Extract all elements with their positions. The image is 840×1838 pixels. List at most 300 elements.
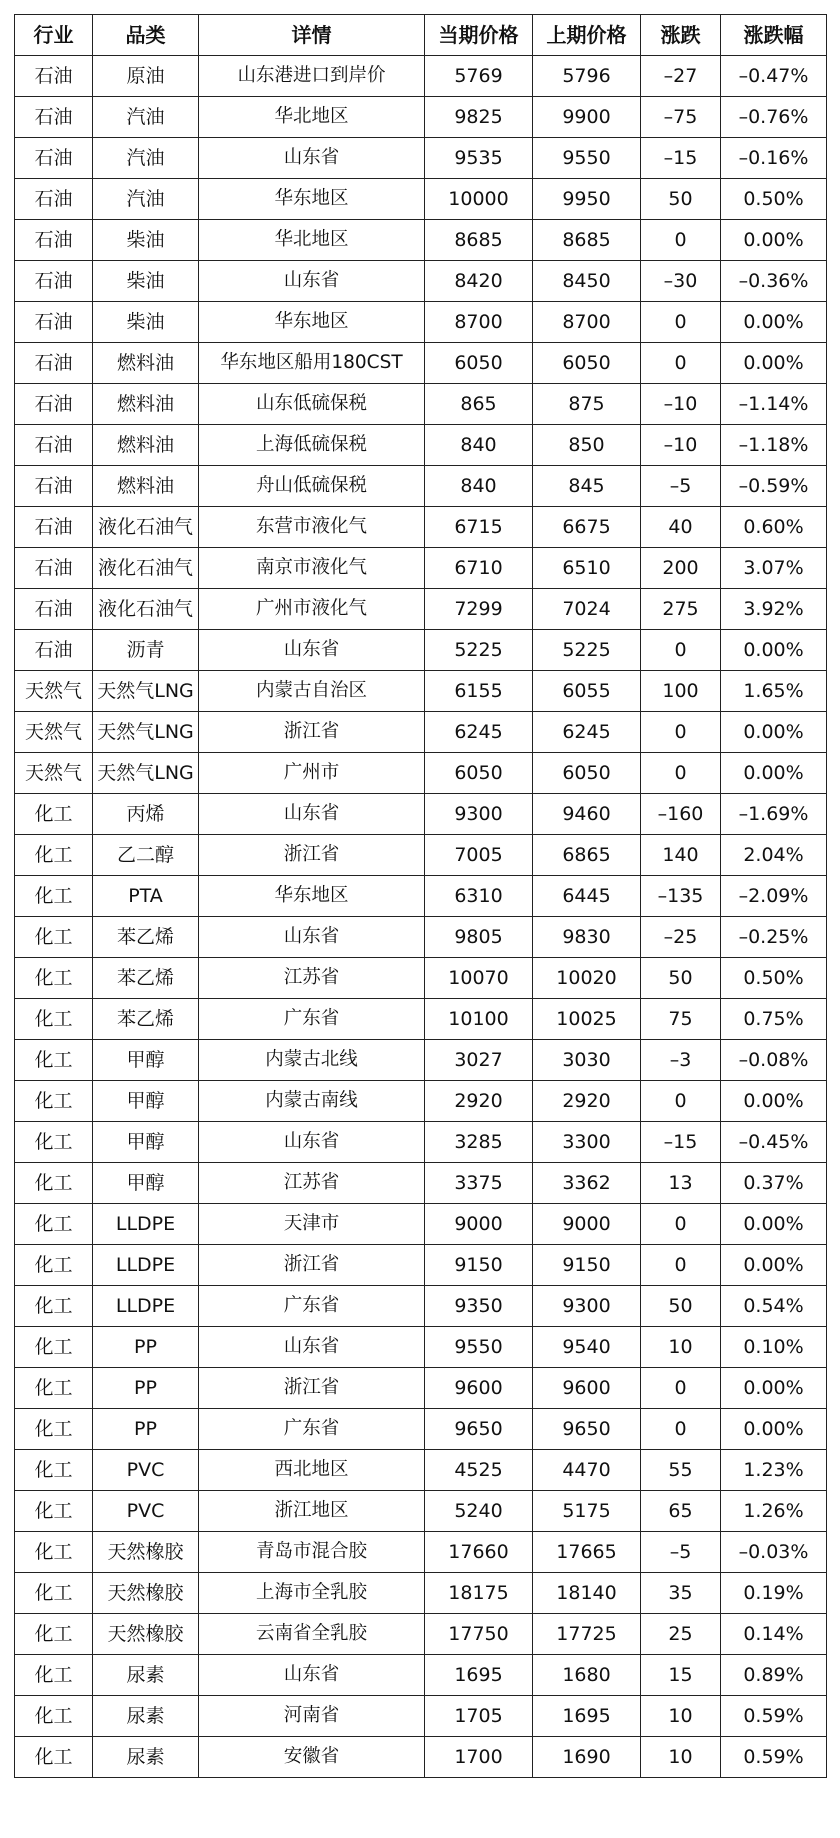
cell-change-percent: 0.59% [721,1696,827,1737]
cell-change-percent: –0.36% [721,261,827,302]
cell-previous-price: 18140 [533,1573,641,1614]
cell-category: 天然橡胶 [93,1614,199,1655]
cell-industry: 化工 [15,1737,93,1778]
cell-change: –135 [641,876,721,917]
cell-detail: 华东地区 [199,876,425,917]
cell-industry: 化工 [15,1204,93,1245]
table-row [15,97,827,138]
cell-detail: 西北地区 [199,1450,425,1491]
table-row [15,1122,827,1163]
cell-detail: 华东地区 [199,179,425,220]
cell-previous-price: 5175 [533,1491,641,1532]
cell-change: –10 [641,425,721,466]
cell-previous-price: 850 [533,425,641,466]
cell-industry: 石油 [15,56,93,97]
cell-industry: 化工 [15,1163,93,1204]
cell-category: 甲醇 [93,1163,199,1204]
cell-category: PP [93,1409,199,1450]
cell-detail: 广东省 [199,999,425,1040]
cell-previous-price: 5225 [533,630,641,671]
cell-industry: 化工 [15,1040,93,1081]
cell-detail: 广州市 [199,753,425,794]
cell-current-price: 17660 [425,1532,533,1573]
cell-detail: 东营市液化气 [199,507,425,548]
cell-industry: 化工 [15,1532,93,1573]
cell-category: 甲醇 [93,1040,199,1081]
cell-current-price: 9350 [425,1286,533,1327]
cell-change: –30 [641,261,721,302]
table-row [15,507,827,548]
cell-category: PP [93,1327,199,1368]
cell-change: –5 [641,466,721,507]
cell-change: 25 [641,1614,721,1655]
cell-industry: 石油 [15,343,93,384]
cell-detail: 山东省 [199,138,425,179]
table-row [15,958,827,999]
cell-current-price: 6710 [425,548,533,589]
cell-category: 原油 [93,56,199,97]
cell-detail: 上海低硫保税 [199,425,425,466]
header-change-percent: 涨跌幅 [721,15,827,56]
cell-current-price: 6245 [425,712,533,753]
cell-current-price: 7299 [425,589,533,630]
price-table-container [14,14,826,1778]
cell-change-percent: 0.00% [721,343,827,384]
cell-change: 50 [641,958,721,999]
table-row [15,1327,827,1368]
cell-change-percent: 0.75% [721,999,827,1040]
table-row [15,302,827,343]
cell-category: PVC [93,1491,199,1532]
table-row [15,753,827,794]
cell-current-price: 840 [425,466,533,507]
cell-previous-price: 845 [533,466,641,507]
cell-industry: 化工 [15,876,93,917]
cell-current-price: 1695 [425,1655,533,1696]
table-row [15,1286,827,1327]
cell-change: 0 [641,343,721,384]
cell-industry: 化工 [15,794,93,835]
header-industry: 行业 [15,15,93,56]
cell-industry: 化工 [15,1573,93,1614]
table-row [15,261,827,302]
cell-previous-price: 9600 [533,1368,641,1409]
cell-category: 汽油 [93,179,199,220]
table-row [15,1737,827,1778]
cell-industry: 化工 [15,999,93,1040]
cell-detail: 江苏省 [199,1163,425,1204]
cell-change-percent: 0.00% [721,220,827,261]
cell-category: 汽油 [93,138,199,179]
cell-previous-price: 5796 [533,56,641,97]
table-row [15,1163,827,1204]
cell-previous-price: 9460 [533,794,641,835]
cell-current-price: 3027 [425,1040,533,1081]
cell-category: 液化石油气 [93,507,199,548]
table-row [15,179,827,220]
cell-detail: 江苏省 [199,958,425,999]
table-row [15,1491,827,1532]
cell-current-price: 3285 [425,1122,533,1163]
cell-previous-price: 9150 [533,1245,641,1286]
cell-change-percent: 3.92% [721,589,827,630]
cell-industry: 天然气 [15,671,93,712]
cell-detail: 山东省 [199,1122,425,1163]
table-row [15,876,827,917]
cell-detail: 上海市全乳胶 [199,1573,425,1614]
cell-category: LLDPE [93,1245,199,1286]
cell-previous-price: 10025 [533,999,641,1040]
cell-current-price: 3375 [425,1163,533,1204]
cell-change: –160 [641,794,721,835]
cell-previous-price: 8700 [533,302,641,343]
cell-category: 沥青 [93,630,199,671]
cell-detail: 内蒙古自治区 [199,671,425,712]
cell-previous-price: 9900 [533,97,641,138]
cell-change: 0 [641,1409,721,1450]
cell-detail: 南京市液化气 [199,548,425,589]
cell-industry: 石油 [15,466,93,507]
cell-change-percent: –1.69% [721,794,827,835]
cell-category: 燃料油 [93,466,199,507]
cell-category: 天然气LNG [93,712,199,753]
cell-previous-price: 3362 [533,1163,641,1204]
cell-industry: 化工 [15,1368,93,1409]
table-row [15,671,827,712]
cell-detail: 云南省全乳胶 [199,1614,425,1655]
cell-change-percent: –0.76% [721,97,827,138]
cell-previous-price: 9830 [533,917,641,958]
cell-detail: 山东低硫保税 [199,384,425,425]
cell-previous-price: 1690 [533,1737,641,1778]
cell-previous-price: 9300 [533,1286,641,1327]
cell-category: PP [93,1368,199,1409]
cell-previous-price: 1695 [533,1696,641,1737]
table-row [15,1368,827,1409]
cell-category: LLDPE [93,1286,199,1327]
cell-change-percent: 3.07% [721,548,827,589]
table-row [15,1409,827,1450]
cell-industry: 石油 [15,630,93,671]
cell-change: 10 [641,1737,721,1778]
cell-current-price: 9150 [425,1245,533,1286]
cell-detail: 天津市 [199,1204,425,1245]
cell-current-price: 17750 [425,1614,533,1655]
cell-detail: 内蒙古北线 [199,1040,425,1081]
cell-detail: 浙江省 [199,1368,425,1409]
cell-previous-price: 6675 [533,507,641,548]
cell-change-percent: –2.09% [721,876,827,917]
cell-industry: 石油 [15,425,93,466]
cell-change-percent: 0.00% [721,302,827,343]
cell-change: 50 [641,1286,721,1327]
cell-previous-price: 3030 [533,1040,641,1081]
cell-industry: 天然气 [15,753,93,794]
cell-industry: 石油 [15,507,93,548]
table-row [15,548,827,589]
cell-category: 甲醇 [93,1122,199,1163]
table-row [15,835,827,876]
cell-previous-price: 9950 [533,179,641,220]
table-row [15,1081,827,1122]
cell-change-percent: 0.00% [721,1368,827,1409]
cell-current-price: 5225 [425,630,533,671]
cell-change: –27 [641,56,721,97]
cell-change: 40 [641,507,721,548]
cell-current-price: 18175 [425,1573,533,1614]
cell-change: 0 [641,1204,721,1245]
cell-detail: 山东省 [199,794,425,835]
cell-previous-price: 6050 [533,753,641,794]
cell-previous-price: 6510 [533,548,641,589]
cell-category: 燃料油 [93,343,199,384]
cell-detail: 华东地区船用180CST [199,343,425,384]
cell-current-price: 10070 [425,958,533,999]
cell-category: PVC [93,1450,199,1491]
cell-category: 柴油 [93,261,199,302]
cell-category: 苯乙烯 [93,917,199,958]
cell-current-price: 9650 [425,1409,533,1450]
cell-detail: 山东省 [199,917,425,958]
cell-current-price: 2920 [425,1081,533,1122]
cell-previous-price: 875 [533,384,641,425]
cell-detail: 浙江省 [199,835,425,876]
cell-industry: 石油 [15,138,93,179]
cell-previous-price: 9540 [533,1327,641,1368]
table-row [15,1040,827,1081]
cell-category: 尿素 [93,1655,199,1696]
cell-change: 0 [641,220,721,261]
cell-industry: 化工 [15,1655,93,1696]
table-row [15,220,827,261]
cell-industry: 石油 [15,261,93,302]
table-row [15,712,827,753]
cell-industry: 石油 [15,589,93,630]
cell-change: –5 [641,1532,721,1573]
table-row [15,56,827,97]
cell-detail: 安徽省 [199,1737,425,1778]
cell-industry: 化工 [15,1081,93,1122]
cell-change-percent: 0.00% [721,753,827,794]
cell-industry: 天然气 [15,712,93,753]
cell-change: –15 [641,138,721,179]
cell-change-percent: 0.89% [721,1655,827,1696]
cell-change: 140 [641,835,721,876]
cell-category: 苯乙烯 [93,999,199,1040]
cell-previous-price: 6445 [533,876,641,917]
price-table [14,14,827,1778]
cell-change: 75 [641,999,721,1040]
cell-category: 尿素 [93,1696,199,1737]
cell-change-percent: 1.65% [721,671,827,712]
header-current-price: 当期价格 [425,15,533,56]
table-row [15,1450,827,1491]
table-row [15,589,827,630]
cell-detail: 山东省 [199,261,425,302]
cell-previous-price: 10020 [533,958,641,999]
cell-change: 65 [641,1491,721,1532]
cell-change: 0 [641,302,721,343]
cell-detail: 广州市液化气 [199,589,425,630]
cell-category: LLDPE [93,1204,199,1245]
cell-previous-price: 9650 [533,1409,641,1450]
cell-change: 0 [641,753,721,794]
cell-change-percent: 2.04% [721,835,827,876]
cell-change-percent: –1.18% [721,425,827,466]
cell-industry: 石油 [15,179,93,220]
cell-category: 天然橡胶 [93,1573,199,1614]
cell-change: 55 [641,1450,721,1491]
cell-industry: 化工 [15,1450,93,1491]
cell-previous-price: 17725 [533,1614,641,1655]
cell-category: 尿素 [93,1737,199,1778]
cell-previous-price: 2920 [533,1081,641,1122]
cell-category: 液化石油气 [93,589,199,630]
cell-previous-price: 3300 [533,1122,641,1163]
cell-current-price: 6050 [425,343,533,384]
cell-change: 0 [641,1245,721,1286]
cell-change: –10 [641,384,721,425]
cell-change: 275 [641,589,721,630]
cell-detail: 华北地区 [199,220,425,261]
table-row [15,917,827,958]
cell-change: 13 [641,1163,721,1204]
cell-change: 0 [641,1368,721,1409]
cell-current-price: 5769 [425,56,533,97]
cell-change-percent: 0.50% [721,179,827,220]
cell-current-price: 9600 [425,1368,533,1409]
cell-industry: 石油 [15,220,93,261]
cell-change-percent: 0.00% [721,1081,827,1122]
table-row [15,466,827,507]
cell-change-percent: 0.59% [721,1737,827,1778]
cell-current-price: 9825 [425,97,533,138]
table-row [15,1614,827,1655]
cell-change-percent: 0.00% [721,1245,827,1286]
cell-previous-price: 7024 [533,589,641,630]
cell-detail: 广东省 [199,1409,425,1450]
table-row [15,425,827,466]
cell-current-price: 10100 [425,999,533,1040]
table-row [15,1655,827,1696]
cell-category: 汽油 [93,97,199,138]
cell-change: –75 [641,97,721,138]
cell-category: PTA [93,876,199,917]
cell-change-percent: 0.00% [721,1409,827,1450]
cell-change: 10 [641,1327,721,1368]
cell-industry: 化工 [15,1614,93,1655]
cell-change-percent: –0.03% [721,1532,827,1573]
cell-change-percent: 0.37% [721,1163,827,1204]
cell-change-percent: 0.00% [721,712,827,753]
cell-current-price: 6715 [425,507,533,548]
cell-current-price: 6155 [425,671,533,712]
cell-current-price: 1705 [425,1696,533,1737]
cell-detail: 山东省 [199,1327,425,1368]
cell-category: 天然橡胶 [93,1532,199,1573]
cell-current-price: 865 [425,384,533,425]
cell-current-price: 4525 [425,1450,533,1491]
cell-change: 50 [641,179,721,220]
cell-change-percent: 0.10% [721,1327,827,1368]
cell-change-percent: –0.08% [721,1040,827,1081]
cell-industry: 石油 [15,302,93,343]
cell-previous-price: 1680 [533,1655,641,1696]
cell-change-percent: 1.23% [721,1450,827,1491]
cell-detail: 河南省 [199,1696,425,1737]
cell-change: 15 [641,1655,721,1696]
cell-detail: 华东地区 [199,302,425,343]
cell-change: 0 [641,630,721,671]
cell-current-price: 5240 [425,1491,533,1532]
cell-current-price: 8700 [425,302,533,343]
header-category: 品类 [93,15,199,56]
cell-previous-price: 6245 [533,712,641,753]
table-body [15,56,827,1778]
cell-change-percent: –0.59% [721,466,827,507]
cell-change: 10 [641,1696,721,1737]
cell-industry: 化工 [15,917,93,958]
cell-change-percent: 0.60% [721,507,827,548]
cell-industry: 化工 [15,1327,93,1368]
cell-change-percent: –1.14% [721,384,827,425]
cell-current-price: 8420 [425,261,533,302]
cell-change-percent: 0.54% [721,1286,827,1327]
cell-category: 柴油 [93,302,199,343]
cell-industry: 化工 [15,1409,93,1450]
cell-category: 乙二醇 [93,835,199,876]
cell-detail: 舟山低硫保税 [199,466,425,507]
cell-previous-price: 8450 [533,261,641,302]
cell-change: 200 [641,548,721,589]
table-row [15,384,827,425]
cell-detail: 山东港进口到岸价 [199,56,425,97]
cell-category: 天然气LNG [93,671,199,712]
table-row [15,1204,827,1245]
table-row [15,1573,827,1614]
cell-previous-price: 6865 [533,835,641,876]
cell-category: 液化石油气 [93,548,199,589]
table-row [15,1532,827,1573]
cell-change: 35 [641,1573,721,1614]
cell-current-price: 1700 [425,1737,533,1778]
cell-change-percent: –0.25% [721,917,827,958]
cell-previous-price: 9550 [533,138,641,179]
cell-current-price: 6310 [425,876,533,917]
cell-previous-price: 17665 [533,1532,641,1573]
cell-detail: 华北地区 [199,97,425,138]
cell-industry: 化工 [15,1122,93,1163]
table-header [15,15,827,56]
cell-current-price: 8685 [425,220,533,261]
cell-detail: 广东省 [199,1286,425,1327]
cell-industry: 化工 [15,1696,93,1737]
cell-category: 天然气LNG [93,753,199,794]
cell-current-price: 7005 [425,835,533,876]
cell-category: 丙烯 [93,794,199,835]
cell-change: 0 [641,1081,721,1122]
cell-change-percent: –0.47% [721,56,827,97]
cell-detail: 山东省 [199,1655,425,1696]
cell-category: 甲醇 [93,1081,199,1122]
cell-change-percent: –0.16% [721,138,827,179]
cell-industry: 石油 [15,384,93,425]
cell-current-price: 6050 [425,753,533,794]
cell-current-price: 9300 [425,794,533,835]
cell-change-percent: 0.00% [721,630,827,671]
table-row [15,630,827,671]
cell-change: 100 [641,671,721,712]
